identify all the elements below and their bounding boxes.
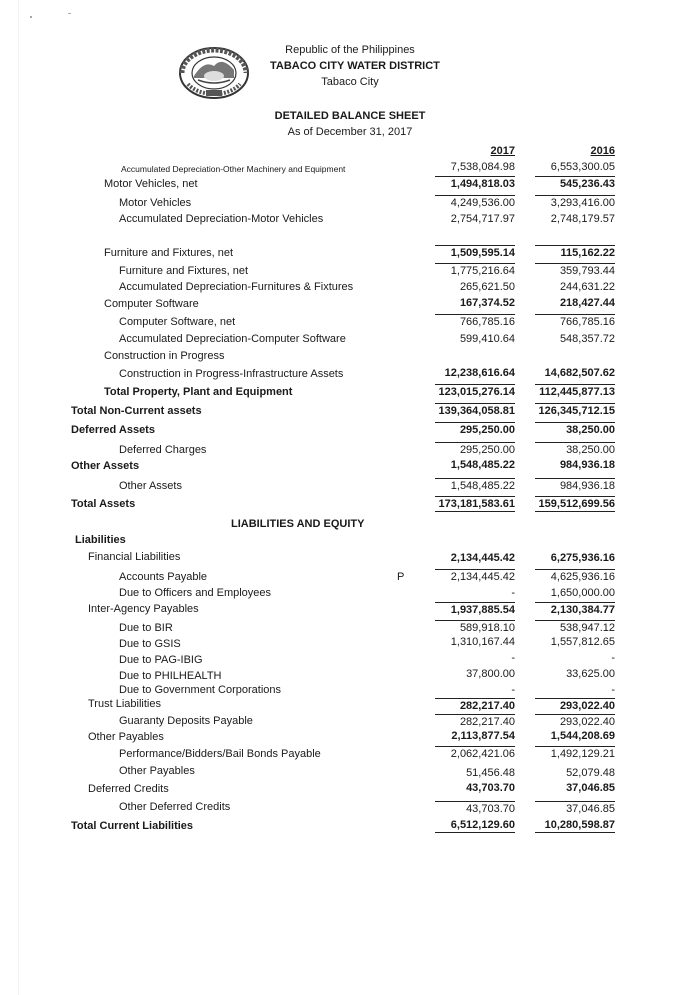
value-2017: 766,785.16 bbox=[435, 314, 515, 328]
row-label: Trust Liabilities bbox=[88, 698, 161, 710]
document-title: DETAILED BALANCE SHEET bbox=[274, 110, 426, 122]
value-2017: 1,548,485.22 bbox=[450, 459, 515, 471]
value-2017: 2,134,445.42 bbox=[450, 552, 515, 564]
row-label: Total Property, Plant and Equipment bbox=[104, 386, 293, 398]
value-2016: 548,357.72 bbox=[559, 333, 615, 345]
value-2016: 14,682,507.62 bbox=[544, 367, 615, 379]
value-2016: 1,544,208.69 bbox=[550, 730, 615, 742]
header-republic: Republic of the Philippines bbox=[285, 44, 415, 56]
value-2016: 10,280,598.87 bbox=[535, 819, 615, 833]
value-2016: 984,936.18 bbox=[559, 459, 615, 471]
row-label: Accumulated Depreciation-Computer Software bbox=[119, 333, 346, 345]
row-label: Liabilities bbox=[75, 534, 126, 546]
column-header-2016: 2016 bbox=[590, 145, 615, 157]
value-2017: 1,494,818.03 bbox=[435, 176, 515, 190]
value-2016: 126,345,712.15 bbox=[535, 403, 615, 417]
value-2016: 37,046.85 bbox=[566, 782, 615, 794]
row-label: Total Current Liabilities bbox=[71, 820, 194, 832]
row-label: Total Non-Current assets bbox=[71, 405, 202, 417]
document-date: As of December 31, 2017 bbox=[287, 126, 413, 138]
value-2016: 6,275,936.16 bbox=[550, 552, 615, 564]
value-2017: 282,217.40 bbox=[435, 714, 515, 728]
value-2017: 51,456.48 bbox=[466, 767, 515, 779]
value-2016: 112,445,877.13 bbox=[535, 384, 615, 398]
row-label: Deferred Credits bbox=[88, 783, 169, 795]
row-label: Due to Government Corporations bbox=[119, 684, 282, 696]
value-2016: 293,022.40 bbox=[535, 714, 615, 728]
value-2016: 1,492,129.21 bbox=[535, 746, 615, 760]
value-2016: 359,793.44 bbox=[535, 263, 615, 277]
value-2016: 6,553,300.05 bbox=[550, 161, 615, 173]
value-2017: 295,250.00 bbox=[435, 422, 515, 436]
value-2017: - bbox=[511, 684, 515, 696]
value-2016: 2,748,179.57 bbox=[550, 213, 615, 225]
scan-speck bbox=[30, 16, 32, 18]
value-2016: 766,785.16 bbox=[535, 314, 615, 328]
value-2017: 37,800.00 bbox=[466, 668, 515, 680]
value-2017: 6,512,129.60 bbox=[435, 819, 515, 833]
peso-sign: P bbox=[397, 571, 405, 583]
value-2017: 4,249,536.00 bbox=[435, 195, 515, 209]
row-label: Construction in Progress-Infrastructure Assets bbox=[119, 368, 344, 380]
row-label: Performance/Bidders/Bail Bonds Payable bbox=[119, 748, 321, 760]
row-label: Accumulated Depreciation-Other Machinery and Equipment bbox=[121, 164, 346, 174]
value-2016: 545,236.43 bbox=[535, 176, 615, 190]
value-2017: 1,509,595.14 bbox=[435, 245, 515, 259]
value-2016: 244,631.22 bbox=[559, 281, 615, 293]
row-label: Due to PHILHEALTH bbox=[119, 670, 222, 682]
value-2016: 38,250.00 bbox=[535, 422, 615, 436]
value-2016: 293,022.40 bbox=[535, 698, 615, 712]
value-2017: 2,754,717.97 bbox=[450, 213, 515, 225]
row-label: Deferred Charges bbox=[119, 444, 207, 456]
row-label: Due to GSIS bbox=[119, 638, 181, 650]
row-label: Accounts Payable bbox=[119, 571, 208, 583]
value-2017: 1,775,216.64 bbox=[435, 263, 515, 277]
value-2017: 265,621.50 bbox=[459, 281, 515, 293]
row-label: Due to Officers and Employees bbox=[119, 587, 272, 599]
value-2017: 2,113,877.54 bbox=[451, 730, 515, 742]
section-heading-liabilities-equity: LIABILITIES AND EQUITY bbox=[231, 518, 365, 530]
value-2017: 2,134,445.42 bbox=[435, 569, 515, 583]
value-2017: 173,181,583.61 bbox=[435, 496, 515, 512]
header-org-name: TABACO CITY WATER DISTRICT bbox=[270, 60, 440, 72]
value-2017: 43,703.70 bbox=[435, 801, 515, 815]
value-2017: 599,410.64 bbox=[459, 333, 515, 345]
value-2017: 123,015,276.14 bbox=[435, 384, 515, 398]
row-label: Furniture and Fixtures, net bbox=[119, 265, 249, 277]
row-label: Other Payables bbox=[88, 731, 164, 743]
column-header-2017: 2017 bbox=[490, 145, 515, 157]
row-label: Computer Software, net bbox=[119, 316, 236, 328]
row-label: Inter-Agency Payables bbox=[88, 603, 199, 615]
row-label: Computer Software bbox=[104, 298, 199, 310]
value-2017: - bbox=[511, 652, 515, 664]
value-2016: 37,046.85 bbox=[535, 801, 615, 815]
value-2017: 43,703.70 bbox=[466, 782, 515, 794]
water-district-seal-logo bbox=[178, 46, 250, 100]
value-2016: 3,293,416.00 bbox=[535, 195, 615, 209]
row-label: Other Deferred Credits bbox=[119, 801, 231, 813]
value-2016: 115,162.22 bbox=[535, 245, 615, 259]
value-2016: - bbox=[611, 652, 615, 664]
value-2017: 7,538,084.98 bbox=[450, 161, 515, 173]
row-label: Financial Liabilities bbox=[88, 551, 181, 563]
value-2016: 4,625,936.16 bbox=[535, 569, 615, 583]
value-2016: 38,250.00 bbox=[535, 442, 615, 456]
value-2016: 33,625.00 bbox=[566, 668, 615, 680]
value-2017: - bbox=[511, 587, 515, 599]
row-label: Due to BIR bbox=[119, 622, 173, 634]
value-2016: 52,079.48 bbox=[566, 767, 615, 779]
value-2017: 2,062,421.06 bbox=[435, 746, 515, 760]
row-label: Accumulated Depreciation-Furnitures & Fixtures bbox=[119, 281, 354, 293]
row-label: Deferred Assets bbox=[71, 424, 155, 436]
row-label: Guaranty Deposits Payable bbox=[119, 715, 253, 727]
value-2017: 1,937,885.54 bbox=[435, 602, 515, 616]
value-2017: 1,310,167.44 bbox=[450, 636, 515, 648]
value-2017: 1,548,485.22 bbox=[435, 478, 515, 492]
value-2016: 2,130,384.77 bbox=[535, 602, 615, 616]
row-label: Other Assets bbox=[71, 460, 140, 472]
row-label: Furniture and Fixtures, net bbox=[104, 247, 234, 259]
row-label: Due to PAG-IBIG bbox=[119, 654, 203, 666]
value-2016: - bbox=[611, 684, 615, 696]
row-label: Other Payables bbox=[119, 765, 195, 777]
value-2016: 159,512,699.56 bbox=[535, 496, 615, 512]
row-label: Motor Vehicles, net bbox=[104, 178, 198, 190]
scan-speck bbox=[68, 13, 71, 14]
value-2016: 1,650,000.00 bbox=[550, 587, 615, 599]
value-2016: 218,427.44 bbox=[559, 297, 615, 309]
value-2017: 295,250.00 bbox=[435, 442, 515, 456]
value-2017: 139,364,058.81 bbox=[435, 403, 515, 417]
value-2017: 12,238,616.64 bbox=[444, 367, 515, 379]
header-city: Tabaco City bbox=[321, 76, 379, 88]
value-2016: 538,947.12 bbox=[535, 620, 615, 634]
row-label: Motor Vehicles bbox=[119, 197, 192, 209]
value-2017: 589,918.10 bbox=[435, 620, 515, 634]
value-2017: 167,374.52 bbox=[459, 297, 515, 309]
value-2016: 984,936.18 bbox=[535, 478, 615, 492]
row-label: Other Assets bbox=[119, 480, 182, 492]
page-edge bbox=[18, 0, 19, 995]
row-label: Total Assets bbox=[71, 498, 136, 510]
value-2016: 1,557,812.65 bbox=[550, 636, 615, 648]
value-2017: 282,217.40 bbox=[435, 698, 515, 712]
row-label: Construction in Progress bbox=[104, 350, 225, 362]
row-label: Accumulated Depreciation-Motor Vehicles bbox=[119, 213, 324, 225]
